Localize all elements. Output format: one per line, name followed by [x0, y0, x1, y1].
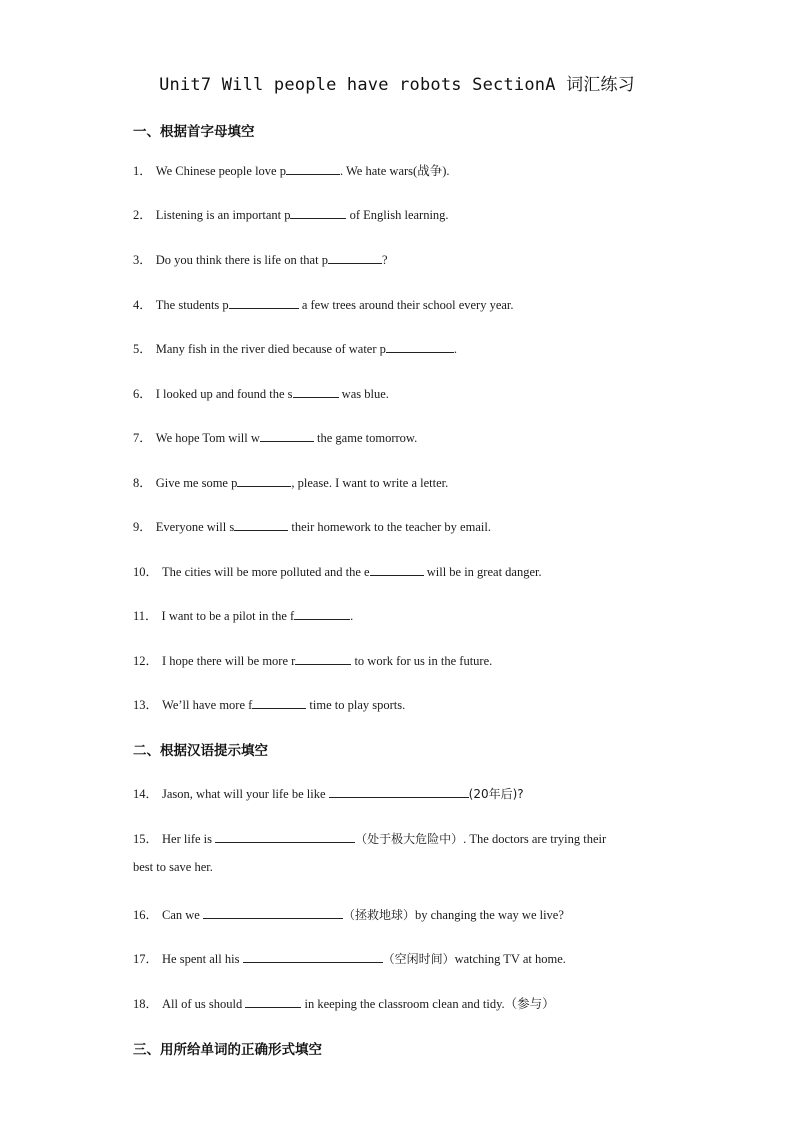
question-10: 10． The cities will be more polluted and the e will be in great danger.	[133, 565, 542, 579]
answer-blank[interactable]	[286, 163, 340, 175]
question-18: 18． All of us should in keeping the classroom clean and tidy.（参与）	[133, 997, 555, 1011]
answer-blank[interactable]	[260, 430, 314, 442]
answer-blank[interactable]	[215, 831, 355, 843]
question-1: 1． We Chinese people love p . We hate wars(战争).	[133, 164, 450, 178]
answer-blank[interactable]	[370, 564, 424, 576]
section-3-heading: 三、用所给单词的正确形式填空	[133, 1042, 322, 1058]
answer-blank[interactable]	[328, 252, 382, 264]
question-2: 2． Listening is an important p of English learning.	[133, 208, 449, 222]
question-15: 15． Her life is （处于极大危险中）. The doctors are trying their	[133, 832, 607, 846]
answer-blank[interactable]	[245, 996, 301, 1008]
section-2-heading: 二、根据汉语提示填空	[133, 743, 268, 759]
page-title: Unit7 Will people have robots SectionA 词汇练习	[159, 75, 635, 95]
question-9: 9． Everyone will s their homework to the teacher by email.	[133, 520, 491, 534]
answer-blank[interactable]	[329, 786, 469, 798]
question-14: 14． Jason, what will your life be like (20年后)?	[133, 787, 524, 801]
answer-blank[interactable]	[293, 386, 339, 398]
question-3: 3． Do you think there is life on that p ?	[133, 253, 388, 267]
answer-blank[interactable]	[229, 297, 299, 309]
question-12: 12． I hope there will be more r to work for us in the future.	[133, 654, 493, 668]
question-15-continuation: best to save her.	[133, 860, 213, 874]
answer-blank[interactable]	[252, 697, 306, 709]
answer-blank[interactable]	[237, 475, 291, 487]
answer-blank[interactable]	[295, 653, 351, 665]
answer-blank[interactable]	[290, 207, 346, 219]
question-17: 17． He spent all his （空闲时间）watching TV at home.	[133, 952, 566, 966]
question-11: 11． I want to be a pilot in the f .	[133, 609, 354, 623]
answer-blank[interactable]	[203, 907, 343, 919]
answer-blank[interactable]	[294, 608, 350, 620]
question-13: 13． We’ll have more f time to play sports.	[133, 698, 406, 712]
section-1-heading: 一、根据首字母填空	[133, 124, 255, 140]
answer-blank[interactable]	[386, 341, 454, 353]
question-5: 5． Many fish in the river died because of water p .	[133, 342, 458, 356]
question-4: 4． The students p a few trees around their school every year.	[133, 298, 514, 312]
question-8: 8． Give me some p , please. I want to write a letter.	[133, 476, 449, 490]
answer-blank[interactable]	[243, 951, 383, 963]
question-16: 16． Can we （拯救地球）by changing the way we live?	[133, 908, 564, 922]
question-7: 7． We hope Tom will w the game tomorrow.	[133, 431, 418, 445]
answer-blank[interactable]	[234, 519, 288, 531]
question-6: 6． I looked up and found the s was blue.	[133, 387, 389, 401]
